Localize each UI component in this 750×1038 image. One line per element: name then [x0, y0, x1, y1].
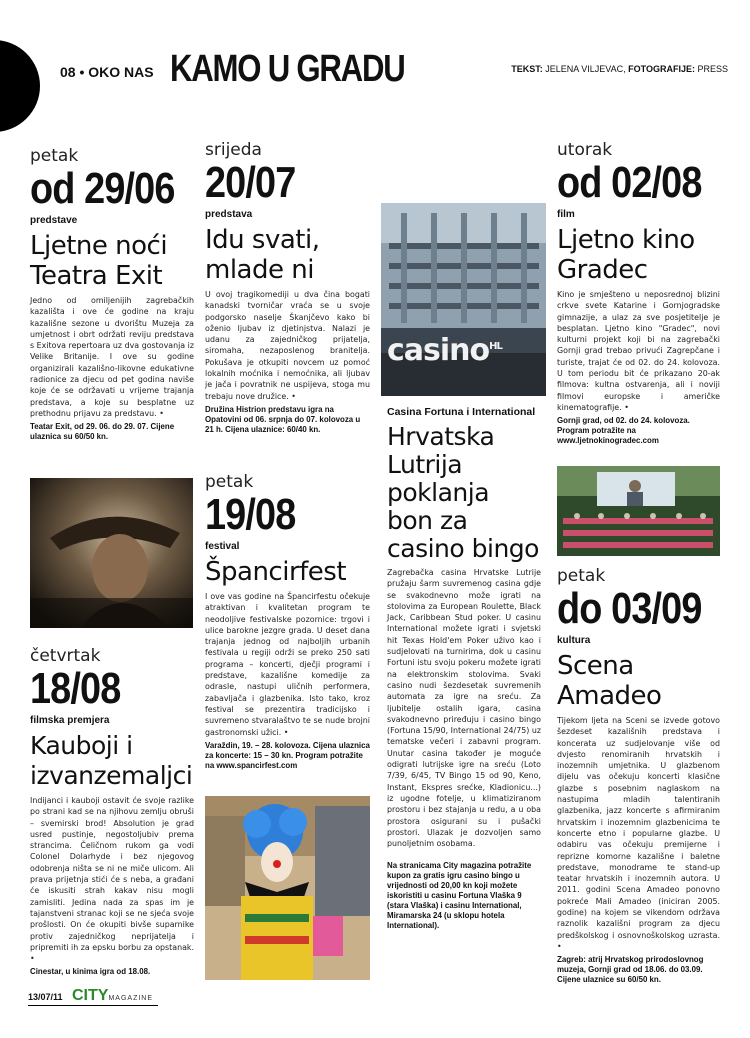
- page-corner-tab: [0, 40, 40, 132]
- event-date: od 02/08: [557, 158, 702, 207]
- event-title: Kauboji i izvanzemaljci: [30, 731, 193, 790]
- event-casino: [387, 404, 541, 931]
- event-kino: [557, 140, 720, 446]
- event-title: Ljetno kino Gradec: [557, 225, 695, 285]
- event-title: Ljetne noći Teatra Exit: [30, 231, 168, 291]
- kino-photo: [557, 466, 720, 556]
- event-body: Tijekom ljeta na Sceni se izvede gotovo šezdeset kazališnih predstava i koncerata uz sudjelovanje više od dvjesto renomiranih hrvatskih i inozemnih umjetnika. U glazbenom dijelu vas očekuju koncerti klasične glazbe s posebnim naglaskom na nastupima mladih talentiranih glazbenika, jazz koncerte s afirmiranim hrvatskim i inozemnim glazbenicima te koncerte etno i popularne glazbe. U odabiru vas očekuju premijerne i reprizne komorne kazališne i baletne predstave, monodrame te stand-up teatar hrvatskih i inozemnih autora. U 2011. godini Scena Amadeo ponovno pokreće Mali Amadeo (iniciran 2005. godine) na kojem se vikendom održava raznolik kazališni program za djecu predškolskog i osnovnoškolskog uzrasta. •: [557, 716, 720, 951]
- event-date: od 29/06: [30, 164, 175, 213]
- event-info: Cinestar, u kinima igra od 18.08.: [30, 967, 151, 977]
- event-amadeo: [557, 566, 720, 985]
- issue-date: 13/07/11: [28, 992, 63, 1002]
- clown-image: [205, 796, 370, 980]
- event-category: filmska premjera: [30, 715, 110, 726]
- event-title: Hrvatska Lutrija poklanja bon za casino bingo: [387, 422, 539, 563]
- event-date: 19/08: [205, 490, 296, 539]
- event-body: Zagrebačka casina Hrvatske Lutrije pružaju šarm suvremenog casina gdje se svakodnevno može igrati na stolovima za European Roulette, Black Jack, Caribbean Stud poker. U casinu International možete igrati i svjetski hit Texas Hold'em Poker uživo kao i sudjelovati na turnirima, dok u casinu Fortuni istu svoju pokeru možete igrati na elektronskim stolovima. Svaki casino nudi šezdesetak suvremenih automata za igre na sreću. Za ljubitelje ostalih igara, casina svakodnevno priređuju i casino bingo (Fortuna 15/90, International 24/75) uz tematske večeri i zabavni program. Unutar casina također je moguće odigrati lutrijske igre na sreću (Loto 7/39, 6/45, TV Bingo 15 od 90, Keno, Instant, Ekspres srećke, Kladionicu...) iz ugodne fotelje, u klimatiziranom prostoru i bez stajanja u redu, a u oba prostora osigurani su i pušački prostori. Ulazak je dozvoljen samo punoljetnim osobama.: [387, 568, 541, 849]
- event-title: Idu svati, mlade ni: [205, 225, 320, 285]
- footer-rule: [28, 1005, 158, 1006]
- event-category: kultura: [557, 635, 591, 646]
- kauboji-photo: [30, 478, 193, 628]
- event-body: U ovoj tragikomediji u dva čina bogati kanadski tvorničar vraća se u svoje podgorsko naselje Škanjčevo kako bi oženio ljubav iz djetinjstva. Nalazi je udanu za zajedničkog prijatelja, siromaha, nezaposlenog branitelja. Pokušava je otkupiti novcem uz pomoć lokalnih moćnika i nemoćnika, ali ljubav je jača i povratnik ne uspijeva, stoga mu trebaju nove družice. •: [205, 290, 370, 401]
- event-category: predstava: [205, 209, 253, 220]
- event-day: petak: [205, 472, 254, 492]
- casino-photo: [381, 203, 546, 396]
- casino-sign: casino$^{HL}$: [387, 333, 502, 368]
- event-day: srijeda: [205, 140, 262, 160]
- event-svati: [205, 140, 370, 435]
- event-title: Špancirfest: [205, 557, 347, 587]
- event-body: Kino je smješteno u neposrednoj blizini crkve svete Katarine i Gornjogradske gimnazije, a ulaz za sve posjetitelje je besplatan. Ljetno kino "Gradec", novi kulturni projekt koji bi na zagrebački Gornji grad trebao privući Zagrepčane i turiste, trajat će od 02. do 24. kolovoza. U tom periodu bit će prikazano 20-ak filmova: kultna ostvarenja, ali i noviji filmovi europske i američke kinematografije. •: [557, 290, 720, 412]
- event-day: petak: [557, 566, 606, 586]
- event-kauboji: [30, 646, 194, 977]
- event-body: Indijanci i kauboji ostavit će svoje razlike po strani kad se na njihovu zemlju obruši – svemirski brod! Absolution je grad usred pustinje, negostoljubiv prema strancima. Čeličnom rukom ga vodi Colonel Dolarhyde i bez njegovog odobrenja ništa se ni ne miče ulicom. Ali prava prijetnja stići će s neba, a građani će iskusiti strah kakav nisu mogli zamisliti. Jedina nada za spas im je tajanstveni stranac koji se ne sjeća svoje prošlosti. On će okupiti bivše suparnike protiv zajedničkog neprijatelja i pripremiti ih za epsku borbu za opstanak. •: [30, 796, 194, 964]
- event-date: 20/07: [205, 158, 296, 207]
- event-date: 18/08: [30, 664, 121, 713]
- cowboy-image: [30, 478, 193, 628]
- event-day: utorak: [557, 140, 613, 160]
- event-category: predstave: [30, 215, 78, 226]
- spancirfest-photo: [205, 796, 370, 980]
- page-title: KAMO U GRADU: [170, 48, 405, 90]
- casino-caption: Casina Fortuna i International: [387, 406, 536, 418]
- open-air-cinema-image: [557, 466, 720, 556]
- event-body: I ove vas godine na Špancirfestu očekuje atraktivan i kvalitetan program te neodoljive festivalske pozornice: trgovi i ulice barokne jezgre grada. U deset dana trajanja jednog od najboljih urbanih festivala u regiji održi se preko 250 sati programa – koncerti, dječji programi i predstave, kazališne komedije za odrasle, nastupi uličnih performera, zabavljača i glazbenika. Isto tako, kroz festival se prezentira tradicijsko i suvremeno stvaralaštvo te se nude brojni gastronomski užici. •: [205, 592, 370, 737]
- event-title: Scena Amadeo: [557, 651, 662, 711]
- event-info: Varaždin, 19. – 28. kolovoza. Cijena ulaznica za koncerte: 15 – 30 kn. Program potražite na www.spancirfest.com: [205, 740, 370, 770]
- page-footer: [28, 987, 728, 1006]
- event-exit: [30, 146, 194, 442]
- event-date: do 03/09: [557, 584, 702, 633]
- section-label: 08 • OKO NAS: [60, 64, 154, 80]
- event-spancirfest: [205, 472, 370, 771]
- credits: TEKST: JELENA VILJEVAC, FOTOGRAFIJE: PRESS: [511, 64, 728, 74]
- event-info: Gornji grad, od 02. do 24. kolovoza. Program potražite na www.ljetnokinogradec.com: [557, 416, 690, 446]
- event-day: petak: [30, 146, 79, 166]
- magazine-logo: CITYMAGAZINE: [72, 987, 154, 1004]
- event-day: četvrtak: [30, 646, 101, 666]
- casino-note: Na stranicama City magazina potražite kupon za gratis igru casino bingo u vrijednosti od 20,00 kn koji možete iskoristiti u casinu Fortuna Vlaška 9 (stara Vlaška) i casinu International, Miramarska 24 (u sklopu hotela International).: [387, 861, 532, 931]
- event-body: Jedno od omiljenijih zagrebačkih kazališta i ove će godine na kraju kazališne sezone u dvorištu Muzeja za umjetnost i obrt održati reviju predstava s Exitova repertoara uz dva gostovanja iz Velike Britanije. I ove su godine organizirali kazališno-likovne edukativne radionice za djecu od pet godina naviše koje će se održavati u vrijeme trajanja predstava, a koje su besplatne uz prethodnu prijavu za predstavu. •: [30, 296, 194, 418]
- event-category: film: [557, 209, 575, 220]
- event-info: Teatar Exit, od 29. 06. do 29. 07. Cijene ulaznica su 60/50 kn.: [30, 422, 175, 442]
- event-category: festival: [205, 541, 240, 552]
- event-info: Družina Histrion predstavu igra na Opatovini od 06. srpnja do 07. kolovoza u 21 h. Cijena ulaznice: 60/40 kn.: [205, 404, 361, 434]
- event-info: Zagreb: atrij Hrvatskog prirodoslovnog muzeja, Gornji grad od 18.06. do 03.09. Cijene ulaznice su 60/50 kn.: [557, 955, 704, 985]
